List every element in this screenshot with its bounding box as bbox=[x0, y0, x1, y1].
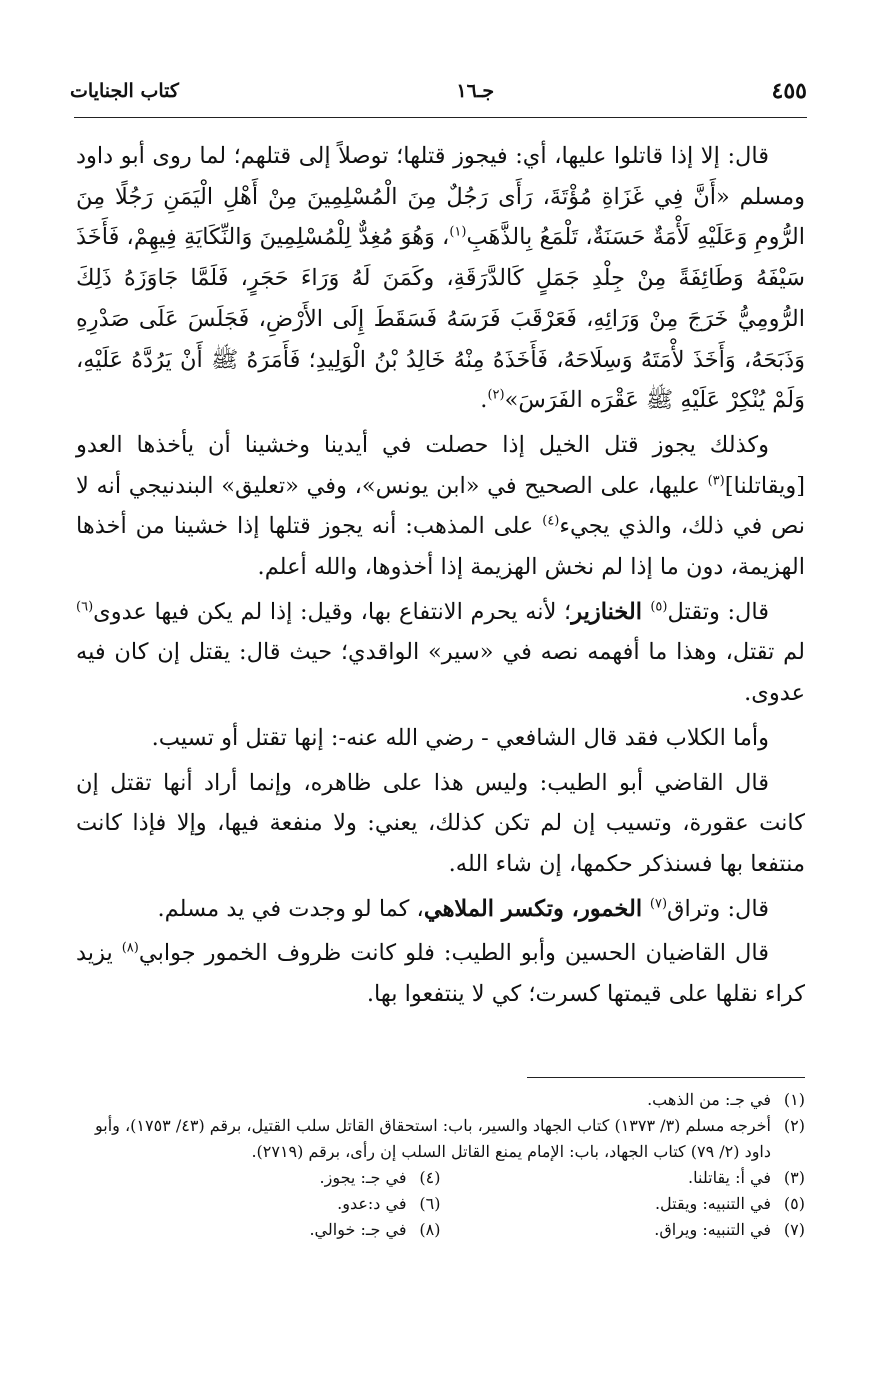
footnote-4-number: (٤) bbox=[419, 1168, 441, 1187]
footnote-grid bbox=[76, 1165, 805, 1243]
paragraph-1-text-c: . bbox=[480, 387, 488, 414]
paragraph-7 bbox=[76, 933, 805, 1014]
footnote-6 bbox=[76, 1191, 441, 1217]
running-header bbox=[70, 74, 807, 108]
footnote-ref-6[interactable]: (٦) bbox=[76, 599, 94, 615]
footnote-ref-4[interactable]: (٤) bbox=[542, 513, 560, 529]
header-rule bbox=[74, 117, 807, 118]
footnote-1-text: في جـ: من الذهب. bbox=[647, 1090, 771, 1109]
footnote-3-text: في أ: يقاتلنا. bbox=[688, 1168, 771, 1187]
footnote-7 bbox=[441, 1217, 806, 1243]
footnote-8-number: (٨) bbox=[419, 1220, 441, 1239]
paragraph-2-text-b: عليها، على الصحيح في «ابن يونس»، وفي «تعليق» البندنيجي أنه لا نص في ذلك، والذي يجيء bbox=[76, 472, 805, 540]
page-number: ٤٥٥ bbox=[771, 78, 807, 104]
footnote-8-text: في جـ: خوالي. bbox=[309, 1220, 407, 1239]
paragraph-2-text-a: وكذلك يجوز قتل الخيل إذا حصلت في أيدينا وخشينا أن يأخذها العدو [ويقاتلنا] bbox=[76, 431, 805, 499]
footnote-2 bbox=[76, 1113, 805, 1165]
footnote-ref-7[interactable]: (٧) bbox=[649, 896, 668, 912]
footnote-6-text: في د:عدو. bbox=[337, 1194, 407, 1213]
paragraph-3-text-a: قال: وتقتل bbox=[667, 598, 770, 625]
paragraph-6-bold: الخمور، وتكسر الملاهي bbox=[423, 895, 650, 922]
paragraph-3-text-c: لم تقتل، وهذا ما أفهمه نصه في «سير» الواقدي؛ حيث قال: يقتل إن كان فيه عدوى. bbox=[76, 639, 805, 707]
footnote-2-number: (٢) bbox=[783, 1116, 805, 1135]
footnote-4 bbox=[76, 1165, 441, 1191]
footnote-3-number: (٣) bbox=[783, 1168, 805, 1187]
paragraph-6-text-a: قال: وتراق bbox=[667, 895, 769, 922]
footnote-ref-2[interactable]: (٢) bbox=[487, 387, 505, 403]
footnote-2-text: أخرجه مسلم (٣/ ١٣٧٣) كتاب الجهاد والسير، باب: استحقاق القاتل سلب القتيل، برقم (٤٣/ ١٧٥٣)، وأبو داود (٢/ ٧٩) كتاب الجهاد، باب: الإمام يمنع القاتل السلب إن رأى، برقم (٢٧١٩). bbox=[95, 1116, 771, 1161]
paragraph-1-text-b: ، وَهُوَ مُغِدٌّ لِلْمُسْلِمِينَ وَالنِّكَايَةِ فِيهِمْ، فَأَخَذَ سَيْفَهُ وَطَائِفَةً مِنْ جِلْدِ جَمَلٍ كَالدَّرَقَةِ، وكَمَنَ لَهُ وَرَاءَ حَجَرٍ، فَلَمَّا جَاوَزَهُ ذَلِكَ الرُّومِيُّ خَرَجَ مِنْ وَرَائِهِ، فَعَرْقَبَ فَرَسَهُ فَسَقَطَ إِلَى الأَرْضِ، فَجَلَسَ عَلَى صَدْرِهِ وَذَبَحَهُ، وَأَخَذَ لأْمَتَهُ وَسِلَاحَهُ، فَأَخَذَهُ مِنْهُ خَالِدُ بْنُ الْوَلِيدِ؛ فَأَمَرَهُ ﷺ أَنْ يَرُدَّهُ عَلَيْهِ، وَلَمْ يُنْكِرْ عَلَيْهِ ﷺ عَقْرَه الفَرَسَ» bbox=[76, 224, 805, 414]
paragraph-4: وأما الكلاب فقد قال الشافعي - رضي الله عنه-: إنها تقتل أو تسيب. bbox=[151, 724, 769, 751]
paragraph-5: قال القاضي أبو الطيب: وليس هذا على ظاهره، وإنما أراد أنها تقتل إن كانت عقورة، وتسيب إن لم تكن كذلك، يعني: ولا منفعة فيها، وإلا فإذا كانت منتفعا بها فسنذكر حكمها، إن شاء الله. bbox=[76, 769, 805, 877]
paragraph-1 bbox=[76, 136, 805, 421]
paragraph-7-text-a: قال القاضيان الحسين وأبو الطيب: فلو كانت ظروف الخمور جوابي bbox=[138, 940, 769, 967]
footnote-7-text: في التنبيه: ويراق. bbox=[654, 1220, 771, 1239]
footnote-1 bbox=[76, 1087, 805, 1113]
paragraph-2-text-c: على المذهب: أنه يجوز قتلها إذا خشينا من أخذها الهزيمة، دون ما إذا لم نخش الهزيمة إذا أخذوها، والله أعلم. bbox=[76, 513, 805, 581]
paragraph-3-text-b: ؛ لأنه يحرم الانتفاع بها، وقيل: إذا لم يكن فيها عدوى bbox=[93, 598, 572, 625]
paragraph-2 bbox=[76, 425, 805, 588]
footnote-7-number: (٧) bbox=[783, 1220, 805, 1239]
footnote-3 bbox=[441, 1165, 806, 1191]
paragraph-7-text-b: يزيد كراء نقلها على قيمتها كسرت؛ كي لا ينتفعوا بها. bbox=[76, 940, 805, 1008]
footnote-5-text: في التنبيه: ويقتل. bbox=[654, 1194, 771, 1213]
paragraph-6-text-b: ، كما لو وجدت في يد مسلم. bbox=[157, 895, 424, 922]
footnote-5-number: (٥) bbox=[783, 1194, 805, 1213]
footnote-ref-3[interactable]: (٣) bbox=[707, 473, 725, 489]
paragraph-1-text-a: قال: إلا إذا قاتلوا عليها، أي: فيجوز قتلها؛ توصلاً إلى قتلهم؛ لما روى أبو داود ومسلم «أَنَّ فِي غَزَاةِ مُؤْتَةَ، رَأَى رَجُلٌ مِنَ الْمُسْلِمِينَ مِنْ أَهْلِ الْيَمَنِ رَجُلًا مِنَ الرُّومِ وَعَلَيْهِ لَأْمَةٌ حَسَنَةٌ، تَلْمَعُ بِالذَّهَبِ bbox=[76, 143, 806, 251]
book-title: كتاب الجنايات bbox=[70, 80, 179, 102]
footnote-8 bbox=[76, 1217, 441, 1243]
footnotes bbox=[76, 1087, 805, 1243]
footnote-ref-5[interactable]: (٥) bbox=[650, 599, 668, 615]
paragraph-3 bbox=[76, 592, 805, 714]
footnote-4-text: في جـ: يجوز. bbox=[319, 1168, 407, 1187]
paragraph-3-bold: الخنازير bbox=[571, 598, 651, 625]
volume-label: جـ١٦ bbox=[456, 80, 495, 102]
main-text bbox=[76, 136, 805, 1019]
footnote-rule bbox=[527, 1077, 805, 1078]
footnote-ref-8[interactable]: (٨) bbox=[121, 940, 139, 956]
footnote-5 bbox=[441, 1191, 806, 1217]
footnote-ref-1[interactable]: (١) bbox=[449, 224, 467, 240]
paragraph-6 bbox=[76, 889, 805, 930]
footnote-1-number: (١) bbox=[783, 1090, 805, 1109]
footnote-6-number: (٦) bbox=[419, 1194, 441, 1213]
